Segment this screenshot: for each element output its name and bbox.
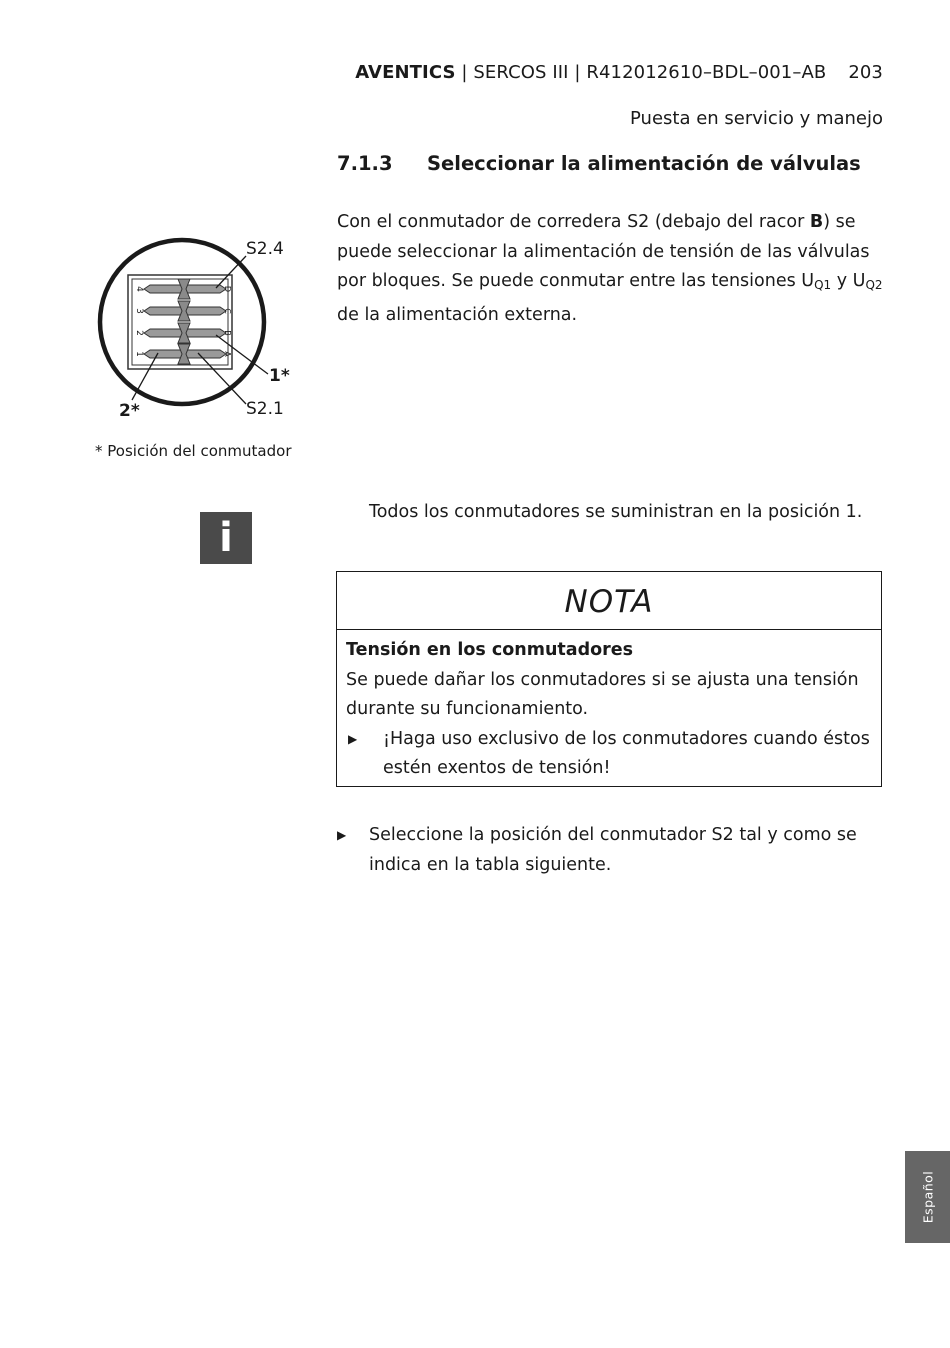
instruction-step (337, 821, 877, 880)
row-letter: D (223, 285, 232, 293)
label-position-2: 2* (119, 401, 140, 421)
notice-box (336, 571, 882, 787)
row-letter: A (223, 351, 232, 357)
switch-diagram (88, 228, 298, 428)
row-number: 2 (134, 330, 144, 336)
heading-title: Seleccionar la alimentación de válvulas (427, 152, 861, 175)
figure-caption: * Posición del conmutador (95, 442, 292, 460)
body-paragraph (337, 208, 887, 330)
info-text: Todos los conmutadores se suministran en la posición 1. (369, 502, 863, 522)
label-s2-4: S2.4 (246, 239, 284, 259)
notice-title: NOTA (337, 572, 881, 630)
triangle-bullet-icon: ▶ (337, 828, 347, 842)
page-header (355, 62, 883, 83)
language-tab (905, 1151, 950, 1243)
heading-number: 7.1.3 (337, 152, 393, 175)
body-text-b: ) se puede seleccionar la alimentación de tensión de las válvulas por bloques. Se puede conmutar entre las tensiones U (337, 212, 870, 291)
document-reference: | SERCOS III | R412012610–BDL–001–AB (455, 62, 827, 83)
info-icon: i (200, 512, 252, 564)
triangle-bullet-icon: ▶ (348, 731, 358, 746)
language-tab-label: Español (920, 1170, 935, 1224)
row-number: 1 (134, 351, 144, 357)
label-position-1: 1* (269, 366, 290, 386)
subscript-q1: Q1 (814, 278, 832, 292)
row-letter: C (223, 308, 232, 314)
body-text-d: de la alimentación externa. (337, 304, 578, 325)
notice-bullet-text: ¡Haga uso exclusivo de los conmutadores cuando éstos estén exentos de tensión! (383, 728, 870, 778)
page-number: 203 (848, 62, 883, 83)
notice-content (337, 630, 881, 784)
row-number: 3 (134, 308, 144, 314)
body-bold-b: B (809, 212, 824, 232)
section-heading (337, 152, 861, 175)
brand-name: AVENTICS (355, 62, 456, 83)
row-number: 4 (134, 286, 144, 292)
subscript-q2: Q2 (865, 278, 883, 292)
body-text-a: Con el conmutador de corredera S2 (debajo del racor (337, 212, 810, 232)
section-title: Puesta en servicio y manejo (630, 108, 883, 129)
notice-bullet (346, 725, 873, 784)
body-text-c: y U (831, 271, 866, 291)
instruction-text: Seleccione la posición del conmutador S2 tal y como se indica en la tabla siguiente. (369, 825, 857, 875)
row-letter: B (223, 330, 232, 336)
notice-text: Se puede dañar los conmutadores si se ajusta una tensión durante su funcionamiento. (346, 669, 859, 719)
label-s2-1: S2.1 (246, 399, 284, 419)
notice-heading: Tensión en los conmutadores (346, 640, 634, 660)
